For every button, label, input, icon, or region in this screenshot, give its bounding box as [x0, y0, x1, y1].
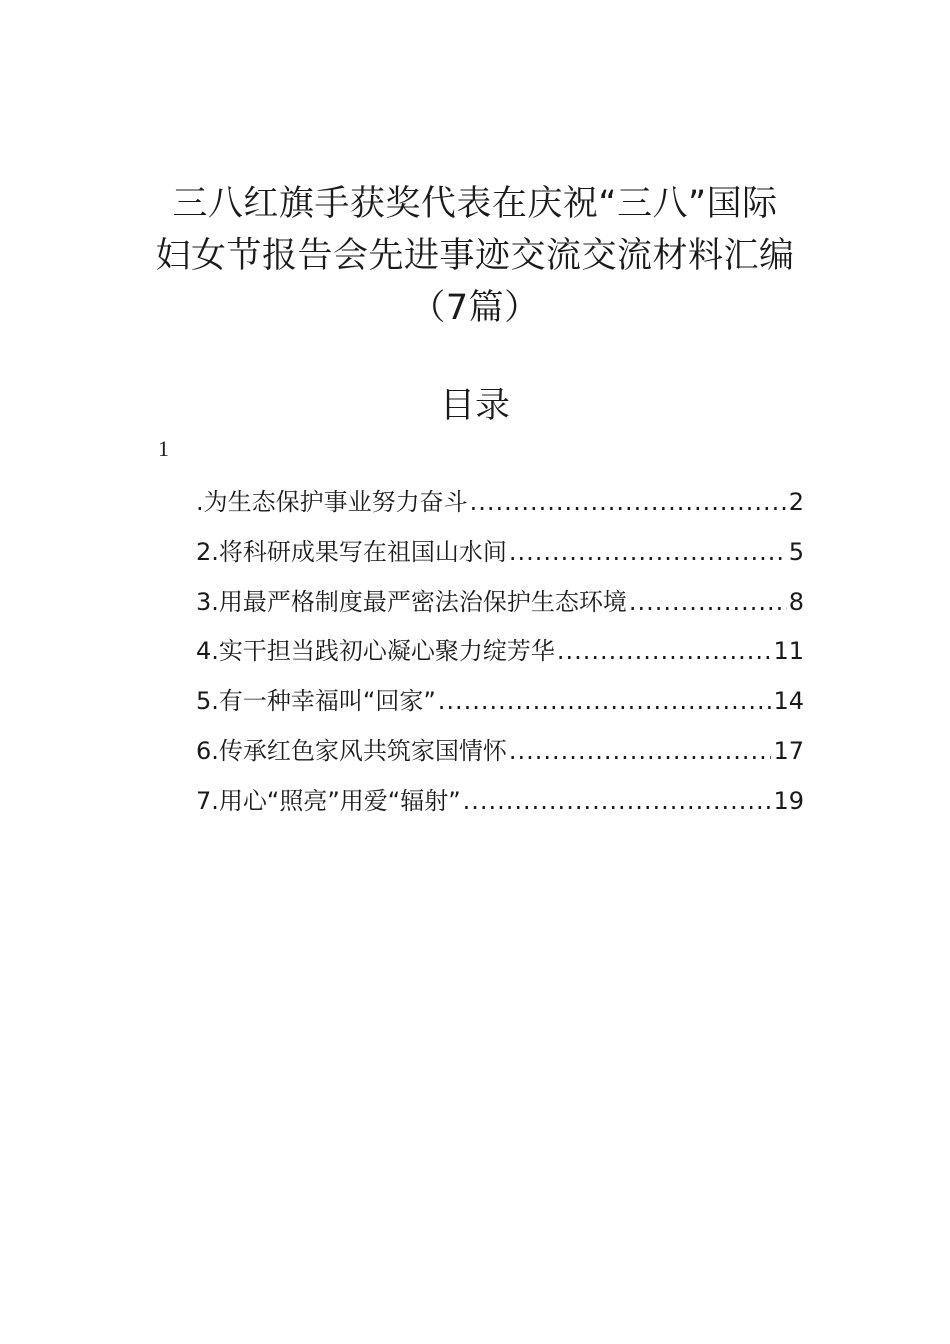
toc-leader-dots: [438, 677, 772, 727]
toc-leader-dots: [629, 578, 787, 628]
toc-heading: 目录: [439, 386, 510, 426]
table-of-contents: [196, 478, 804, 827]
toc-entry-title: .为生态保护事业努力奋斗: [196, 488, 468, 516]
toc-entry-page: 8: [788, 587, 804, 616]
toc-leader-dots: [470, 478, 787, 528]
toc-entry-1[interactable]: [196, 478, 804, 528]
toc-leader-dots: [557, 627, 772, 677]
toc-entry-title: 6.传承红色家风共筑家国情怀: [196, 736, 507, 765]
toc-entry-3[interactable]: [196, 578, 804, 628]
document-title-line-3: （7篇）: [410, 288, 540, 328]
toc-leader-dots: [463, 777, 772, 827]
toc-leader-dots: [509, 727, 772, 777]
document-title-line-1: 三八红旗手获奖代表在庆祝“三八”国际: [172, 184, 778, 224]
toc-entry-7[interactable]: [196, 777, 804, 827]
toc-leader-dots: [509, 528, 787, 578]
toc-entry-title: 4.实干担当践初心凝心聚力绽芳华: [196, 637, 555, 666]
toc-entry-title: 3.用最严格制度最严密法治保护生态环境: [196, 587, 627, 616]
toc-entry-page: 11: [773, 637, 804, 666]
stray-number: 1: [158, 436, 169, 461]
toc-entry-4[interactable]: [196, 627, 804, 677]
toc-entry-2[interactable]: [196, 528, 804, 578]
toc-entry-page: 14: [773, 687, 804, 716]
toc-entry-6[interactable]: [196, 727, 804, 777]
toc-entry-5[interactable]: [196, 677, 804, 727]
document-title-line-2: 妇女节报告会先进事迹交流交流材料汇编: [155, 236, 795, 276]
toc-entry-title: 7.用心“照亮”用爱“辐射”: [196, 786, 461, 815]
toc-entry-page: 17: [773, 736, 804, 765]
toc-entry-page: 19: [773, 786, 804, 815]
toc-entry-page: 5: [788, 537, 804, 566]
toc-entry-title: 5.有一种幸福叫“回家”: [196, 687, 436, 716]
toc-entry-title: 2.将科研成果写在祖国山水间: [196, 537, 507, 566]
toc-entry-page: 2: [788, 488, 804, 516]
